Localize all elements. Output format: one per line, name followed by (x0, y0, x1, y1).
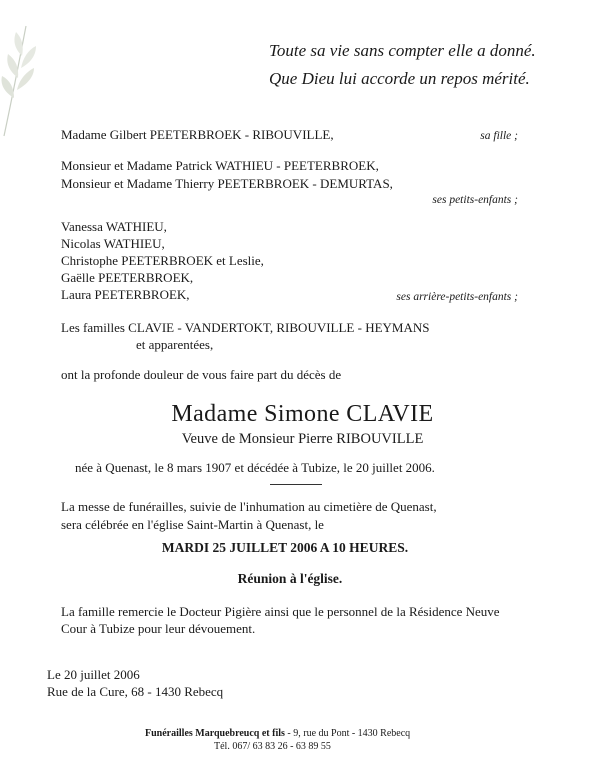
great-grandchild-line-1: Vanessa WATHIEU, (61, 219, 167, 234)
great-grandchildren-role: ses arrière-petits-enfants ; (396, 291, 518, 303)
families-line-2: et apparentées, (136, 337, 214, 352)
letter-date: Le 20 juillet 2006 (47, 667, 140, 682)
motto-line-2: Que Dieu lui accorde un repos mérité. (269, 69, 530, 88)
funeral-line-1: La messe de funérailles, suivie de l'inhumation au cimetière de Quenast, (61, 499, 437, 514)
section-divider (270, 484, 322, 485)
grandchild-line-2: Monsieur et Madame Thierry PEETERBROEK - DEMURTAS, (61, 176, 393, 191)
great-grandchild-line-2: Nicolas WATHIEU, (61, 236, 165, 251)
thanks-line-2: Cour à Tubize pour leur dévouement. (61, 621, 256, 636)
funeral-home-phone: Tél. 067/ 63 83 26 - 63 89 55 (214, 741, 331, 752)
family-address: Rue de la Cure, 68 - 1430 Rebecq (47, 684, 224, 699)
wheat-sprig-decoration (0, 18, 48, 138)
daughter-name: Madame Gilbert PEETERBROEK - RIBOUVILLE, (61, 127, 334, 142)
deceased-dates: née à Quenast, le 8 mars 1907 et décédée à Tubize, le 20 juillet 2006. (75, 460, 435, 475)
daughter-role: sa fille ; (480, 130, 518, 142)
announcement-text: ont la profonde douleur de vous faire part du décès de (61, 367, 342, 382)
funeral-line-2: sera célébrée en l'église Saint-Martin à Quenast, le (61, 517, 324, 532)
funeral-home-info (145, 729, 410, 739)
grandchild-line-1: Monsieur et Madame Patrick WATHIEU - PEETERBROEK, (61, 158, 379, 173)
great-grandchild-line-3: Christophe PEETERBROEK et Leslie, (61, 253, 264, 268)
deceased-widow-of: Veuve de Monsieur Pierre RIBOUVILLE (181, 431, 424, 447)
funeral-home-name: Funérailles Marquebreucq et fils (145, 728, 285, 739)
families-line-1: Les familles CLAVIE - VANDERTOKT, RIBOUVILLE - HEYMANS (61, 320, 430, 335)
funeral-datetime: MARDI 25 JUILLET 2006 A 10 HEURES. (161, 540, 409, 555)
great-grandchild-line-4: Gaëlle PEETERBROEK, (61, 270, 194, 285)
funeral-home-address: - 9, rue du Pont - 1430 Rebecq (284, 728, 411, 739)
deceased-name: Madame Simone CLAVIE (171, 401, 434, 427)
thanks-line-1: La famille remercie le Docteur Pigière ainsi que le personnel de la Résidence Neuve (61, 604, 500, 619)
grandchildren-role: ses petits-enfants ; (432, 194, 518, 206)
funeral-reunion: Réunion à l'église. (237, 571, 343, 586)
motto-line-1: Toute sa vie sans compter elle a donné. (269, 41, 536, 60)
great-grandchild-line-5: Laura PEETERBROEK, (61, 287, 190, 302)
